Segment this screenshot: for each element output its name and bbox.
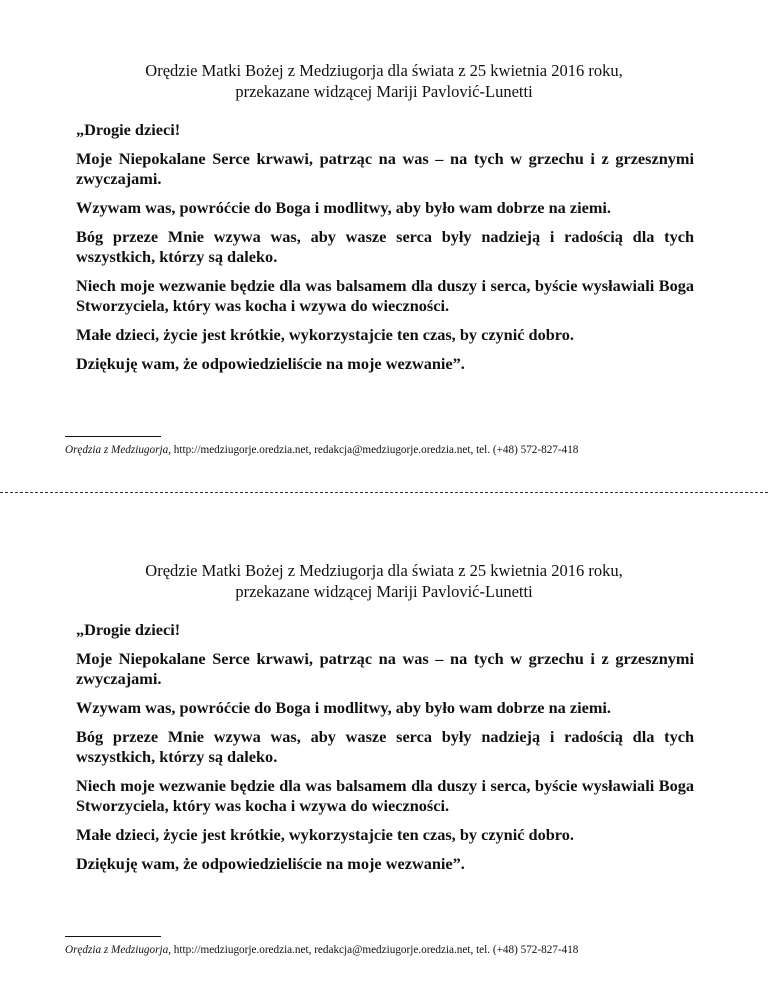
message-paragraph: Bóg przeze Mnie wzywa was, aby wasze serca były nadzieją i radością dla tych wszystkich, którzy są daleko. <box>76 727 694 766</box>
footnote-source: Orędzia z Medziugorja <box>65 444 169 456</box>
title-line-2: przekazane widzącej Mariji Pavlović-Lunetti <box>235 82 533 101</box>
message-paragraph: „Drogie dzieci! <box>76 620 181 639</box>
message-paragraph: Bóg przeze Mnie wzywa was, aby wasze serca były nadzieją i radością dla tych wszystkich, którzy są daleko. <box>76 227 694 266</box>
message-paragraph: Moje Niepokalane Serce krwawi, patrząc na was – na tych w grzechu i z grzesznymi zwyczajami. <box>76 649 694 688</box>
footnote-contact: , http://medziugorje.oredzia.net, redakcja@medziugorje.oredzia.net, tel. (+48) 572-827-418 <box>168 944 579 956</box>
footnote-divider <box>65 936 161 937</box>
footnote <box>65 943 755 957</box>
message-paragraph: Małe dzieci, życie jest krótkie, wykorzystajcie ten czas, by czynić dobro. <box>76 825 574 844</box>
message-paragraph: Małe dzieci, życie jest krótkie, wykorzystajcie ten czas, by czynić dobro. <box>76 325 574 344</box>
message-body <box>76 620 694 883</box>
message-paragraph: Moje Niepokalane Serce krwawi, patrząc na was – na tych w grzechu i z grzesznymi zwyczajami. <box>76 149 694 188</box>
message-paragraph: Wzywam was, powróćcie do Boga i modlitwy, aby było wam dobrze na ziemi. <box>76 698 611 717</box>
document-title <box>0 560 768 602</box>
message-paragraph: Niech moje wezwanie będzie dla was balsamem dla duszy i serca, byście wysławiali Boga Stworzyciela, który was kocha i wzywa do wieczności. <box>76 276 694 315</box>
cut-line-divider <box>0 492 768 493</box>
message-paragraph: „Drogie dzieci! <box>76 120 181 139</box>
footnote-source: Orędzia z Medziugorja <box>65 944 169 956</box>
message-paragraph: Wzywam was, powróćcie do Boga i modlitwy, aby było wam dobrze na ziemi. <box>76 198 611 217</box>
footnote-contact: , http://medziugorje.oredzia.net, redakcja@medziugorje.oredzia.net, tel. (+48) 572-827-418 <box>168 444 579 456</box>
title-line-2: przekazane widzącej Mariji Pavlović-Lunetti <box>235 582 533 601</box>
message-paragraph: Niech moje wezwanie będzie dla was balsamem dla duszy i serca, byście wysławiali Boga Stworzyciela, który was kocha i wzywa do wieczności. <box>76 776 694 815</box>
title-line-1: Orędzie Matki Bożej z Medziugorja dla świata z 25 kwietnia 2016 roku, <box>145 61 623 80</box>
footnote-divider <box>65 436 161 437</box>
title-line-1: Orędzie Matki Bożej z Medziugorja dla świata z 25 kwietnia 2016 roku, <box>145 561 623 580</box>
footnote <box>65 443 755 457</box>
message-body <box>76 120 694 383</box>
message-paragraph: Dziękuję wam, że odpowiedzieliście na moje wezwanie”. <box>76 354 465 373</box>
document-title <box>0 60 768 102</box>
message-paragraph: Dziękuję wam, że odpowiedzieliście na moje wezwanie”. <box>76 854 465 873</box>
